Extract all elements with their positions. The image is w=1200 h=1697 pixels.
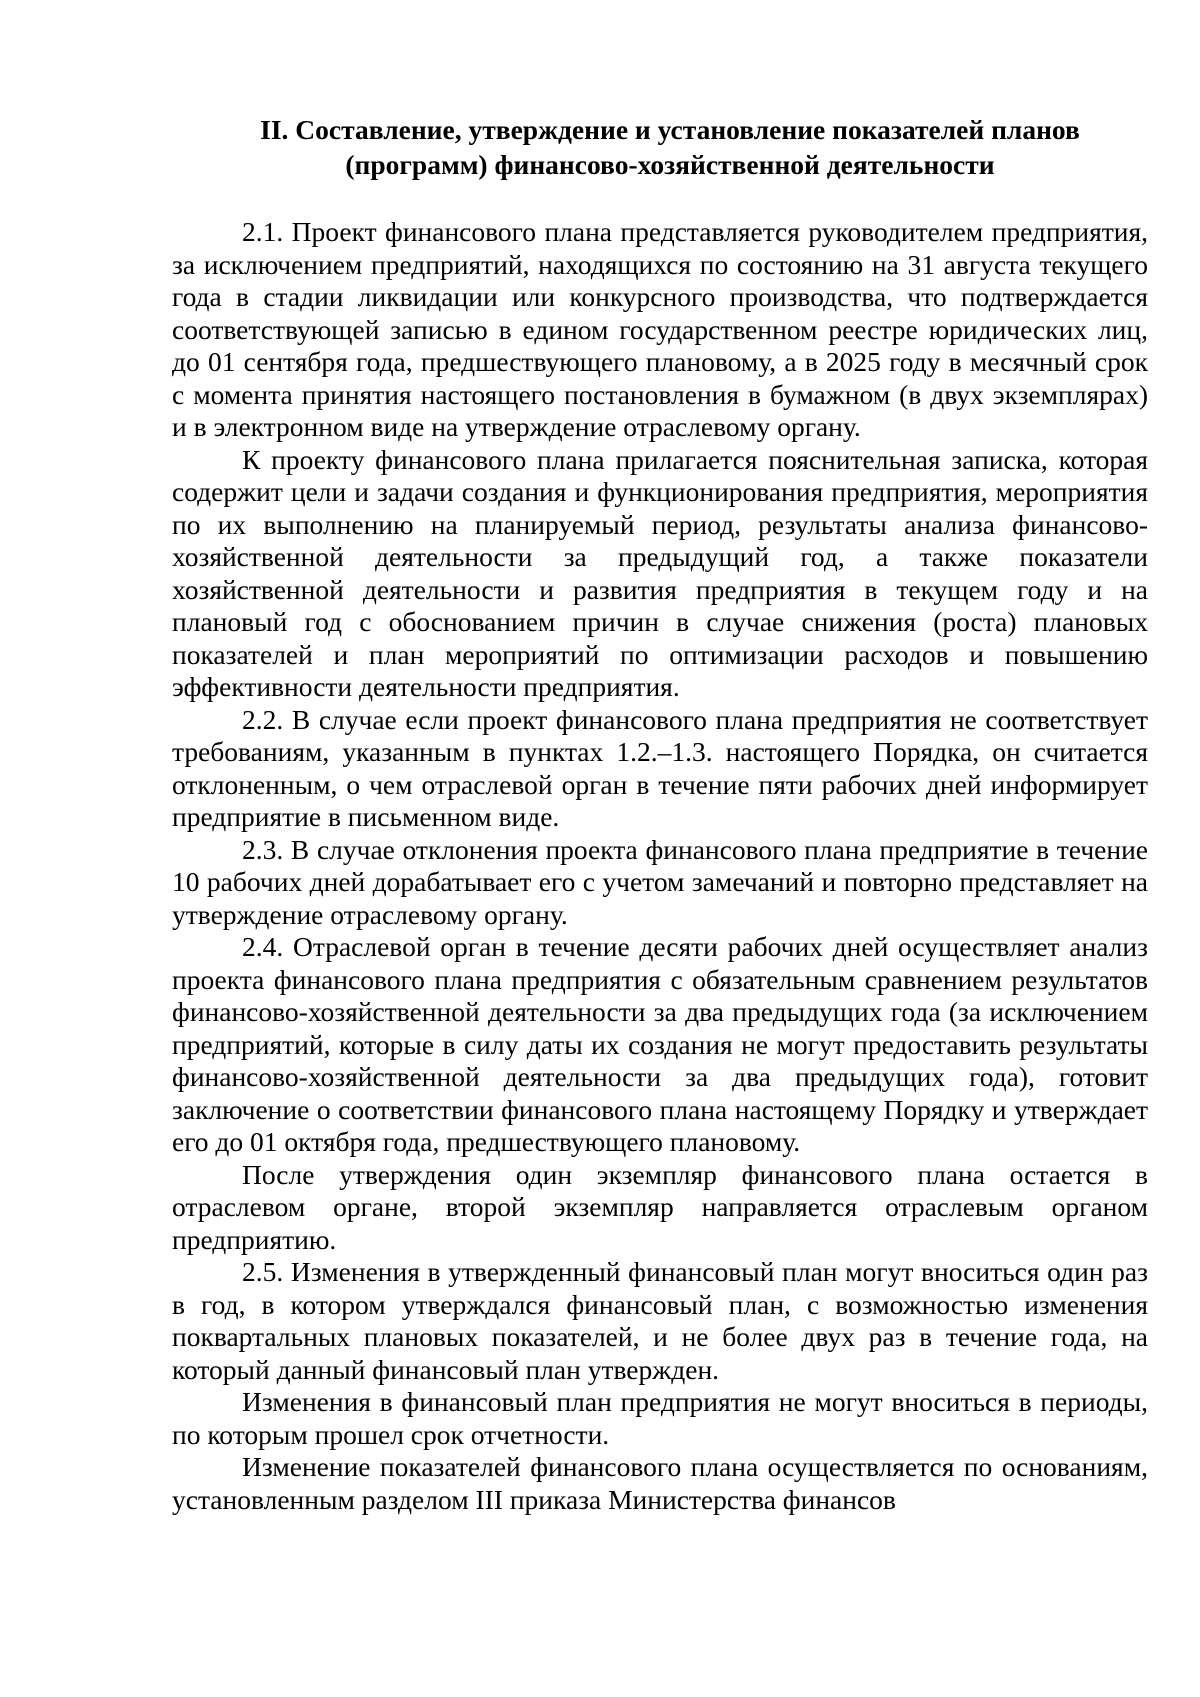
- paragraph-2-5: 2.5. Изменения в утвержденный финансовый план могут вноситься один раз в год, в котором утверждался финансовый план, с возможностью изменения поквартальных плановых показателей, и не более двух раз в течение года, на который данный финансовый план утвержден.: [172, 1256, 1148, 1385]
- paragraph-2-2: 2.2. В случае если проект финансового плана предприятия не соответствует требованиям, указанным в пунктах 1.2.–1.3. настоящего Порядка, он считается отклоненным, о чем отраслевой орган в течение пяти рабочих дней информирует предприятие в письменном виде.: [172, 703, 1148, 832]
- section-heading: [172, 112, 1148, 182]
- paragraph-2-1: 2.1. Проект финансового плана представляется руководителем предприятия, за исключением предприятий, находящихся по состоянию на 31 августа текущего года в стадии ликвидации или конкурсного производства, что подтверждается соответствующей записью в едином государственном реестре юридических лиц, до 01 сентября года, предшествующего плановому, а в 2025 году в месячный срок с момента принятия настоящего постановления в бумажном (в двух экземплярах) и в электронном виде на утверждение отраслевому органу.: [172, 216, 1148, 442]
- section-heading-line-2: (программ) финансово-хозяйственной деятельности: [345, 149, 995, 180]
- document-page: [172, 112, 1148, 1516]
- paragraph-explanatory-note: К проекту финансового плана прилагается пояснительная записка, которая содержит цели и задачи создания и функционирования предприятия, мероприятия по их выполнению на планируемый период, результаты анализа финансово-хозяйственной деятельности за предыдущий год, а также показатели хозяйственной деятельности и развития предприятия в текущем году и на плановый год с обоснованием причин в случае снижения (роста) плановых показателей и план мероприятий по оптимизации расходов и повышению эффективности деятельности предприятия.: [172, 443, 1148, 702]
- paragraph-changes-basis: Изменение показателей финансового плана осуществляется по основаниям, установленным разделом III приказа Министерства финансов: [172, 1451, 1148, 1515]
- paragraph-2-3: 2.3. В случае отклонения проекта финансового плана предприятие в течение 10 рабочих дней дорабатывает его с учетом замечаний и повторно представляет на утверждение отраслевому органу.: [172, 833, 1148, 930]
- paragraph-2-4: 2.4. Отраслевой орган в течение десяти рабочих дней осуществляет анализ проекта финансового плана предприятия с обязательным сравнением результатов финансово-хозяйственной деятельности за два предыдущих года (за исключением предприятий, которые в силу даты их создания не могут предоставить результаты финансово-хозяйственной деятельности за два предыдущих года), готовит заключение о соответствии финансового плана настоящему Порядку и утверждает его до 01 октября года, предшествующего плановому.: [172, 931, 1148, 1157]
- paragraph-changes-restriction: Изменения в финансовый план предприятия не могут вноситься в периоды, по которым прошел срок отчетности.: [172, 1386, 1148, 1450]
- section-heading-line-1: II. Составление, утверждение и установление показателей планов: [260, 114, 1080, 145]
- paragraph-after-approval: После утверждения один экземпляр финансового плана остается в отраслевом органе, второй экземпляр направляется отраслевым органом предприятию.: [172, 1158, 1148, 1255]
